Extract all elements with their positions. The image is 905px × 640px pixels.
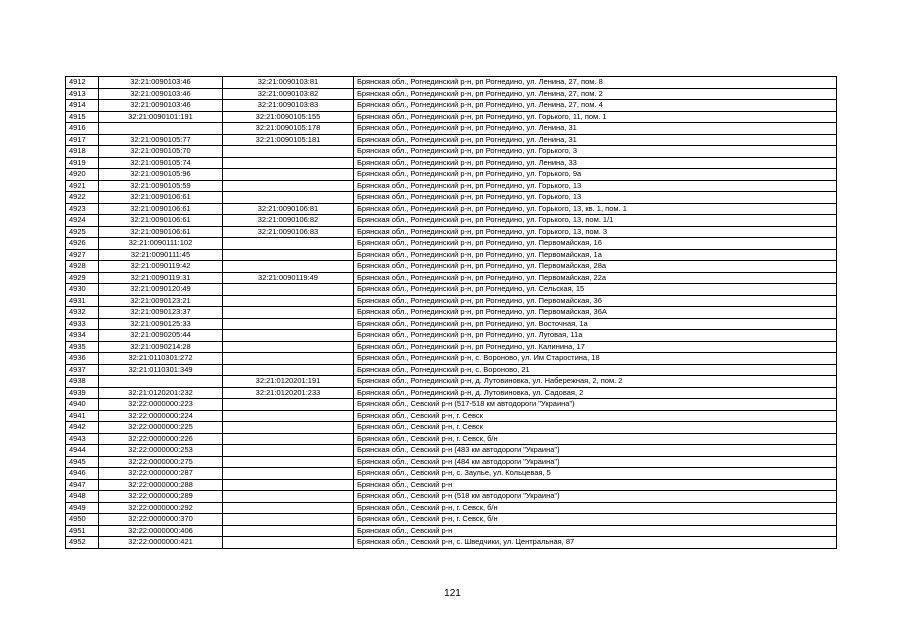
cadastral-number-cell: 32:21:0110301:349	[99, 364, 223, 376]
table-row	[66, 525, 837, 537]
address-cell: Брянская обл., Рогнединский р-н, с. Вороново, 21	[354, 364, 837, 376]
table-row	[66, 341, 837, 353]
table-row	[66, 502, 837, 514]
row-number-cell: 4950	[66, 514, 99, 526]
cadastral-number-cell: 32:21:0090103:46	[99, 77, 223, 89]
table-row	[66, 410, 837, 422]
cadastral-number-cell: 32:22:0000000:287	[99, 468, 223, 480]
cadastral-number-secondary-cell	[223, 491, 354, 503]
cadastral-number-cell: 32:22:0000000:253	[99, 445, 223, 457]
table-row	[66, 226, 837, 238]
table-row	[66, 146, 837, 158]
address-cell: Брянская обл., Рогнединский р-н, рп Рогнедино, ул. Горького, 13, пом. 3	[354, 226, 837, 238]
cadastral-number-cell: 32:22:0000000:225	[99, 422, 223, 434]
cadastral-table	[65, 76, 837, 549]
address-cell: Брянская обл., Рогнединский р-н, рп Рогнедино, ул. Сельская, 15	[354, 284, 837, 296]
row-number-cell: 4951	[66, 525, 99, 537]
address-cell: Брянская обл., Рогнединский р-н, рп Рогнедино, ул. Первомайская, 22а	[354, 272, 837, 284]
table-row	[66, 468, 837, 480]
cadastral-number-secondary-cell: 32:21:0090105:178	[223, 123, 354, 135]
table-row	[66, 376, 837, 388]
cadastral-number-secondary-cell	[223, 445, 354, 457]
cadastral-number-cell: 32:21:0110301:272	[99, 353, 223, 365]
cadastral-number-cell	[99, 123, 223, 135]
cadastral-number-secondary-cell: 32:21:0090106:82	[223, 215, 354, 227]
cadastral-number-cell: 32:22:0000000:224	[99, 410, 223, 422]
row-number-cell: 4945	[66, 456, 99, 468]
cadastral-number-secondary-cell	[223, 353, 354, 365]
cadastral-number-cell: 32:22:0000000:275	[99, 456, 223, 468]
row-number-cell: 4912	[66, 77, 99, 89]
address-cell: Брянская обл., Рогнединский р-н, рп Рогнедино, ул. Горького, 9а	[354, 169, 837, 181]
row-number-cell: 4916	[66, 123, 99, 135]
address-cell: Брянская обл., Севский р-н (518 км автодороги "Украина")	[354, 491, 837, 503]
cadastral-number-secondary-cell: 32:21:0090105:181	[223, 134, 354, 146]
table-row	[66, 261, 837, 273]
table-row	[66, 330, 837, 342]
address-cell: Брянская обл., Севский р-н, г. Севск	[354, 422, 837, 434]
address-cell: Брянская обл., Рогнединский р-н, д. Лутовиновка, ул. Набережная, 2, пом. 2	[354, 376, 837, 388]
row-number-cell: 4939	[66, 387, 99, 399]
table-row	[66, 111, 837, 123]
cadastral-number-secondary-cell	[223, 364, 354, 376]
cadastral-number-cell: 32:21:0090125:33	[99, 318, 223, 330]
cadastral-number-secondary-cell	[223, 456, 354, 468]
row-number-cell: 4921	[66, 180, 99, 192]
row-number-cell: 4920	[66, 169, 99, 181]
row-number-cell: 4946	[66, 468, 99, 480]
row-number-cell: 4931	[66, 295, 99, 307]
address-cell: Брянская обл., Севский р-н, г. Севск, б/н	[354, 433, 837, 445]
cadastral-number-secondary-cell	[223, 238, 354, 250]
address-cell: Брянская обл., Рогнединский р-н, рп Рогнедино, ул. Горького, 3	[354, 146, 837, 158]
row-number-cell: 4926	[66, 238, 99, 250]
table-row	[66, 134, 837, 146]
table-row	[66, 157, 837, 169]
cadastral-number-cell: 32:21:0090103:46	[99, 88, 223, 100]
cadastral-number-cell: 32:21:0090119:31	[99, 272, 223, 284]
cadastral-number-cell: 32:21:0090205:44	[99, 330, 223, 342]
cadastral-number-secondary-cell	[223, 468, 354, 480]
cadastral-number-cell: 32:21:0090111:45	[99, 249, 223, 261]
address-cell: Брянская обл., Рогнединский р-н, с. Вороново, ул. Им Старостина, 18	[354, 353, 837, 365]
table-row	[66, 399, 837, 411]
row-number-cell: 4942	[66, 422, 99, 434]
cadastral-number-cell: 32:22:0000000:226	[99, 433, 223, 445]
table-row	[66, 445, 837, 457]
cadastral-number-cell: 32:22:0000000:223	[99, 399, 223, 411]
cadastral-number-secondary-cell	[223, 284, 354, 296]
cadastral-number-secondary-cell: 32:21:0120201:191	[223, 376, 354, 388]
cadastral-number-secondary-cell	[223, 169, 354, 181]
row-number-cell: 4935	[66, 341, 99, 353]
cadastral-number-secondary-cell	[223, 479, 354, 491]
table-row	[66, 123, 837, 135]
row-number-cell: 4947	[66, 479, 99, 491]
address-cell: Брянская обл., Рогнединский р-н, рп Рогнедино, ул. Горького, 13, кв. 1, пом. 1	[354, 203, 837, 215]
table-row	[66, 215, 837, 227]
address-cell: Брянская обл., Рогнединский р-н, рп Рогнедино, ул. Первомайская, 28а	[354, 261, 837, 273]
cadastral-number-secondary-cell: 32:21:0090119:49	[223, 272, 354, 284]
row-number-cell: 4938	[66, 376, 99, 388]
cadastral-number-secondary-cell	[223, 341, 354, 353]
row-number-cell: 4927	[66, 249, 99, 261]
address-cell: Брянская обл., Рогнединский р-н, рп Рогнедино, ул. Калинина, 17	[354, 341, 837, 353]
row-number-cell: 4928	[66, 261, 99, 273]
cadastral-number-cell: 32:21:0090105:96	[99, 169, 223, 181]
table-row	[66, 88, 837, 100]
row-number-cell: 4913	[66, 88, 99, 100]
table-row	[66, 307, 837, 319]
cadastral-number-cell: 32:22:0000000:406	[99, 525, 223, 537]
table-row	[66, 364, 837, 376]
address-cell: Брянская обл., Рогнединский р-н, рп Рогнедино, ул. Ленина, 31	[354, 134, 837, 146]
cadastral-number-cell: 32:21:0090119:42	[99, 261, 223, 273]
address-cell: Брянская обл., Севский р-н (483 км автодороги "Украина")	[354, 445, 837, 457]
cadastral-number-cell: 32:21:0090106:61	[99, 215, 223, 227]
cadastral-number-cell: 32:21:0120201:232	[99, 387, 223, 399]
table-row	[66, 387, 837, 399]
cadastral-number-secondary-cell: 32:21:0090103:81	[223, 77, 354, 89]
row-number-cell: 4929	[66, 272, 99, 284]
address-cell: Брянская обл., Рогнединский р-н, рп Рогнедино, ул. Горького, 13, пом. 1/1	[354, 215, 837, 227]
cadastral-number-secondary-cell	[223, 433, 354, 445]
row-number-cell: 4925	[66, 226, 99, 238]
row-number-cell: 4932	[66, 307, 99, 319]
cadastral-number-cell: 32:21:0090106:61	[99, 192, 223, 204]
table-row	[66, 203, 837, 215]
address-cell: Брянская обл., Рогнединский р-н, рп Рогнедино, ул. Первомайская, 1а	[354, 249, 837, 261]
cadastral-number-secondary-cell: 32:21:0090106:83	[223, 226, 354, 238]
row-number-cell: 4943	[66, 433, 99, 445]
row-number-cell: 4917	[66, 134, 99, 146]
cadastral-number-cell: 32:21:0090105:74	[99, 157, 223, 169]
row-number-cell: 4924	[66, 215, 99, 227]
cadastral-number-secondary-cell: 32:21:0090106:81	[223, 203, 354, 215]
page-number: 121	[444, 588, 461, 599]
cadastral-number-secondary-cell	[223, 330, 354, 342]
cadastral-number-cell: 32:21:0090105:59	[99, 180, 223, 192]
row-number-cell: 4922	[66, 192, 99, 204]
cadastral-number-secondary-cell	[223, 318, 354, 330]
table-row	[66, 422, 837, 434]
cadastral-number-secondary-cell	[223, 410, 354, 422]
cadastral-number-secondary-cell	[223, 307, 354, 319]
row-number-cell: 4933	[66, 318, 99, 330]
address-cell: Брянская обл., Рогнединский р-н, рп Рогнедино, ул. Первомайская, 36	[354, 295, 837, 307]
cadastral-number-cell: 32:22:0000000:292	[99, 502, 223, 514]
cadastral-number-cell: 32:21:0090105:70	[99, 146, 223, 158]
cadastral-number-secondary-cell	[223, 261, 354, 273]
table-row	[66, 180, 837, 192]
address-cell: Брянская обл., Рогнединский р-н, рп Рогнедино, ул. Ленина, 27, пом. 2	[354, 88, 837, 100]
cadastral-number-secondary-cell: 32:21:0090103:82	[223, 88, 354, 100]
row-number-cell: 4918	[66, 146, 99, 158]
row-number-cell: 4930	[66, 284, 99, 296]
address-cell: Брянская обл., Севский р-н	[354, 479, 837, 491]
cadastral-number-cell: 32:22:0000000:421	[99, 537, 223, 549]
cadastral-number-secondary-cell	[223, 399, 354, 411]
address-cell: Брянская обл., Рогнединский р-н, рп Рогнедино, ул. Луговая, 11а	[354, 330, 837, 342]
table-row	[66, 192, 837, 204]
cadastral-number-cell: 32:21:0090120:49	[99, 284, 223, 296]
address-cell: Брянская обл., Рогнединский р-н, рп Рогнедино, ул. Ленина, 27, пом. 8	[354, 77, 837, 89]
cadastral-number-secondary-cell	[223, 537, 354, 549]
row-number-cell: 4936	[66, 353, 99, 365]
cadastral-number-cell: 32:21:0090123:21	[99, 295, 223, 307]
address-cell: Брянская обл., Севский р-н, с. Шведчики, ул. Центральная, 87	[354, 537, 837, 549]
row-number-cell: 4940	[66, 399, 99, 411]
row-number-cell: 4952	[66, 537, 99, 549]
table-row	[66, 77, 837, 89]
address-cell: Брянская обл., Рогнединский р-н, рп Рогнедино, ул. Горького, 13	[354, 180, 837, 192]
cadastral-number-cell: 32:22:0000000:289	[99, 491, 223, 503]
row-number-cell: 4948	[66, 491, 99, 503]
address-cell: Брянская обл., Рогнединский р-н, рп Рогнедино, ул. Ленина, 31	[354, 123, 837, 135]
row-number-cell: 4937	[66, 364, 99, 376]
cadastral-number-secondary-cell	[223, 422, 354, 434]
table-row	[66, 238, 837, 250]
table-row	[66, 169, 837, 181]
cadastral-number-cell: 32:21:0090111:102	[99, 238, 223, 250]
table-row	[66, 284, 837, 296]
row-number-cell: 4923	[66, 203, 99, 215]
address-cell: Брянская обл., Рогнединский р-н, рп Рогнедино, ул. Ленина, 27, пом. 4	[354, 100, 837, 112]
cadastral-number-cell: 32:21:0090103:46	[99, 100, 223, 112]
cadastral-number-cell: 32:21:0090101:191	[99, 111, 223, 123]
table-row	[66, 318, 837, 330]
address-cell: Брянская обл., Рогнединский р-н, рп Рогнедино, ул. Горького, 13	[354, 192, 837, 204]
cadastral-number-cell	[99, 376, 223, 388]
address-cell: Брянская обл., Севский р-н, г. Севск	[354, 410, 837, 422]
cadastral-number-secondary-cell	[223, 514, 354, 526]
cadastral-number-secondary-cell	[223, 295, 354, 307]
row-number-cell: 4941	[66, 410, 99, 422]
table-row	[66, 295, 837, 307]
address-cell: Брянская обл., Севский р-н (484 км автодороги "Украина")	[354, 456, 837, 468]
cadastral-number-secondary-cell	[223, 180, 354, 192]
row-number-cell: 4944	[66, 445, 99, 457]
table-row	[66, 433, 837, 445]
cadastral-number-cell: 32:21:0090214:28	[99, 341, 223, 353]
table-row	[66, 491, 837, 503]
row-number-cell: 4915	[66, 111, 99, 123]
table-row	[66, 456, 837, 468]
cadastral-number-cell: 32:21:0090106:61	[99, 203, 223, 215]
table-row	[66, 353, 837, 365]
cadastral-number-secondary-cell	[223, 525, 354, 537]
table-row	[66, 249, 837, 261]
row-number-cell: 4914	[66, 100, 99, 112]
cadastral-number-cell: 32:21:0090123:37	[99, 307, 223, 319]
address-cell: Брянская обл., Рогнединский р-н, д. Лутовиновка, ул. Садовая, 2	[354, 387, 837, 399]
address-cell: Брянская обл., Севский р-н (517-518 км автодороги "Украина")	[354, 399, 837, 411]
address-cell: Брянская обл., Рогнединский р-н, рп Рогнедино, ул. Восточная, 1а	[354, 318, 837, 330]
table-row	[66, 100, 837, 112]
cadastral-number-secondary-cell: 32:21:0090103:83	[223, 100, 354, 112]
cadastral-number-secondary-cell: 32:21:0090105:155	[223, 111, 354, 123]
address-cell: Брянская обл., Севский р-н, г. Севск, б/н	[354, 502, 837, 514]
table-row	[66, 272, 837, 284]
row-number-cell: 4934	[66, 330, 99, 342]
cadastral-number-secondary-cell	[223, 146, 354, 158]
table-body	[66, 77, 837, 549]
table-row	[66, 537, 837, 549]
address-cell: Брянская обл., Севский р-н	[354, 525, 837, 537]
cadastral-number-secondary-cell	[223, 157, 354, 169]
address-cell: Брянская обл., Севский р-н, г. Севск, б/н	[354, 514, 837, 526]
cadastral-number-cell: 32:21:0090105:77	[99, 134, 223, 146]
cadastral-number-secondary-cell	[223, 192, 354, 204]
address-cell: Брянская обл., Рогнединский р-н, рп Рогнедино, ул. Первомайская, 16	[354, 238, 837, 250]
address-cell: Брянская обл., Севский р-н, с. Заулье, ул. Кольцевая, 5	[354, 468, 837, 480]
address-cell: Брянская обл., Рогнединский р-н, рп Рогнедино, ул. Ленина, 33	[354, 157, 837, 169]
cadastral-number-secondary-cell	[223, 249, 354, 261]
row-number-cell: 4949	[66, 502, 99, 514]
cadastral-number-cell: 32:22:0000000:288	[99, 479, 223, 491]
table-row	[66, 514, 837, 526]
cadastral-number-secondary-cell: 32:21:0120201:233	[223, 387, 354, 399]
address-cell: Брянская обл., Рогнединский р-н, рп Рогнедино, ул. Первомайская, 36А	[354, 307, 837, 319]
cadastral-number-cell: 32:21:0090106:61	[99, 226, 223, 238]
table-row	[66, 479, 837, 491]
row-number-cell: 4919	[66, 157, 99, 169]
cadastral-number-secondary-cell	[223, 502, 354, 514]
address-cell: Брянская обл., Рогнединский р-н, рп Рогнедино, ул. Горького, 11, пом. 1	[354, 111, 837, 123]
cadastral-number-cell: 32:22:0000000:370	[99, 514, 223, 526]
